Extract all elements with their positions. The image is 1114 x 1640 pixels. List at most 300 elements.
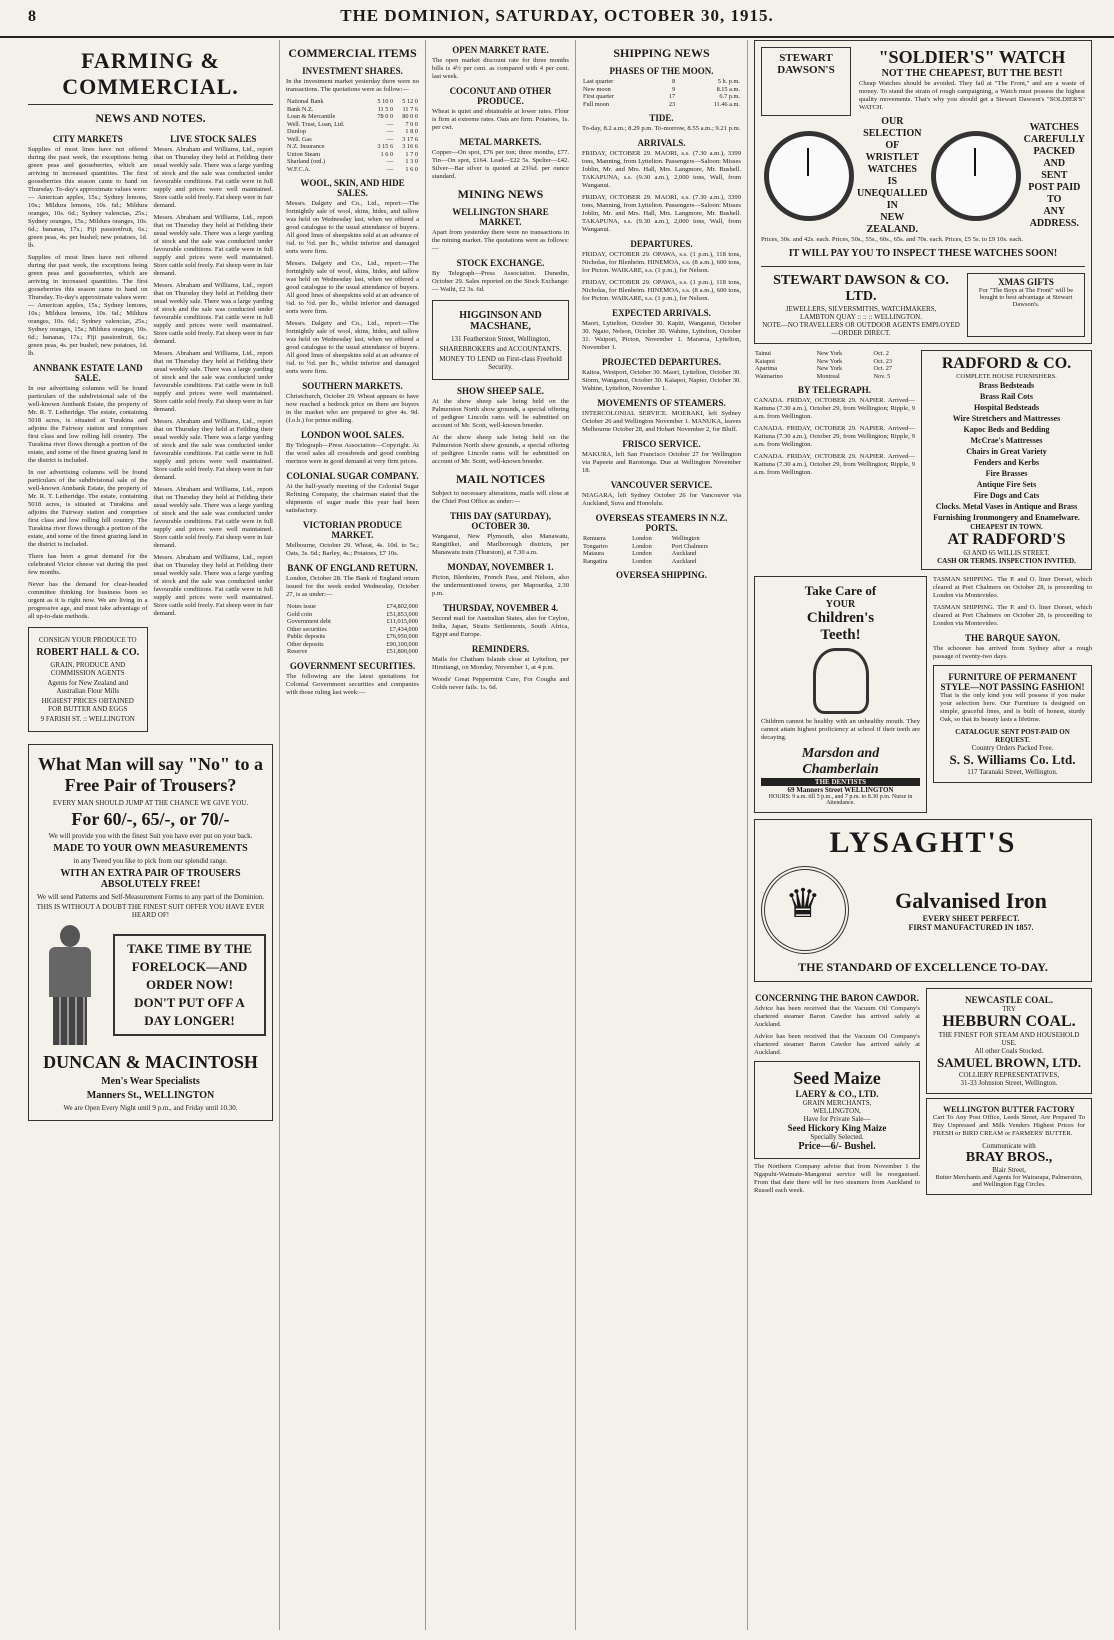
table-cell: 8 [672,78,676,85]
shipping-sub-col [754,350,915,570]
butter-footer: Butter Merchants and Agents for Wairarapa, Palmerston, and Wellington Egg Circles. [935,1174,1083,1188]
departures-text-2: FRIDAY, OCTOBER 29. OPAWA, s.s. (1 p.m.), 118 tons, Nicholas, for Blenheim. HINEMOA, s.s. (8 a.m.), 600 tons, for Picton. WAIKARE, s.s. (1 p.m.), for Nelson. [582,279,741,302]
mail-heading: MAIL NOTICES [455,472,546,486]
stock-text: By Telegraph—Press Association. Dunedin, October 29. Sales reported on the Stock Exchange:— Waihi, £2 3s. 6d. [432,270,569,293]
divider [28,104,273,105]
soldiers-watch-sub: NOT THE CHEAPEST, BUT THE BEST! [881,68,1063,79]
table-row [286,143,419,151]
furniture-col [933,576,1092,813]
soldiers-watch-headline: "SOLDIER'S" WATCH [878,47,1066,67]
table-cell: — [386,120,394,128]
table-cell: Wellington [671,535,700,542]
departures-heading: DEPARTURES. [630,239,693,249]
table-cell: Aparima [755,365,778,372]
live-stock-text: Messrs. Abraham and Williams, Ltd., report that on Thursday they held at Feilding their usual weekly sale. There was a large yarding of stock and the sale was conducted under favourable conditions. Fat cattle were in full supply and prices were well maintained. Store cattle sold freely. Fat sheep were in fair demand. [153,146,273,209]
list-item: Clocks. Metal Vases in Antique and Brass [935,502,1078,511]
table-row [286,113,419,121]
trousers-ad[interactable] [28,744,273,1121]
table-cell: — [386,128,394,135]
table-cell: 17 [668,93,676,100]
table-cell: New moon [583,85,611,93]
table-cell: 11.46 a.m. [713,100,740,108]
bank-table [286,603,419,656]
table-row [754,358,915,366]
table-cell: — [386,135,394,143]
seed-maize-firm-sub: GRAIN MERCHANTS, [802,1099,872,1107]
govt-text: The following are the latest quotations for Colonial Government securities and companies with those ruling last week:— [286,672,419,696]
teeth-h2: YOUR [825,599,856,610]
table-row [286,603,419,611]
table-cell: Well. Gas [287,135,312,143]
table-cell: £51,800,000 [386,648,418,655]
teeth-h4: Teeth! [820,627,861,643]
table-cell: Nov. 5 [873,372,891,380]
mining-text: Apart from yesterday there were no transactions in the mining market. The quotations were as follows:— [432,229,569,252]
coal-firm: SAMUEL BROWN, LTD. [937,1055,1081,1070]
table-cell: £51,853,000 [386,610,418,618]
table-cell: 23 [668,100,676,108]
colonial-heading: COLONIAL SUGAR COMPANY. [286,471,419,481]
southern-heading: SOUTHERN MARKETS. [302,381,403,391]
teeth-h1: Take Care of [804,583,877,598]
table-cell: 5 12 0 [402,98,418,105]
table-row [286,641,419,649]
teeth-text: Children cannot be healthy with an unhealthy mouth. They cannot attain highest proficiency at school if their teeth are decaying. [761,718,920,741]
wool-text-2: Messrs. Dalgety and Co., Ltd., report:—The fortnightly sale of wool, skins, hides, and tallow was held on Wednesday last, when we offered a good catalogue to the usual attendance of buyers. All good lines of sheepskins sold at an advance of ¼d. to ½d. per lb., whilst inferior and damaged sorts were firm. [286,260,419,315]
ship-sailings-table [754,350,915,380]
table-cell: New York [816,365,843,372]
table-cell: Oct. 2 [873,350,889,357]
table-cell: National Bank [287,98,324,105]
table-cell: 8.15 a.m. [716,85,740,93]
list-item: McCrae's Mattresses [970,436,1043,445]
butter-communicate: Communicate with [982,1142,1036,1150]
table-cell: — [386,165,394,173]
reminders-heading: REMINDERS. [471,644,530,654]
mail-day: THURSDAY, NOVEMBER 4. [442,603,559,613]
butter-text: Cart To Any Post Office, Leeds Street, Are Prepared To Buy Unpressed and Milk Venders Highest Prices for FRESH or BIRD CREAM or FARMERS' BUTTER. [933,1114,1085,1137]
annbank-text-2: In our advertising columns will be found particulars of the subdivisional sale of the well-known Annbank Estate, the property of Mr. R. T. Letheridge. The estate, containing 5018 acres, is situated at Turakina and adjoins the Fairway station and comprises first class and low rolling hill country. The Turakina river flows through a portion of the estate, and some of the finest grazing land in the district is included. [28,469,148,548]
table-row [286,618,419,626]
tooth-icon [813,648,869,714]
list-item: Fenders and Kerbs [973,458,1040,467]
annbank-heading: ANNBANK ESTATE LAND SALE. [32,363,143,383]
table-cell: London [632,542,652,550]
by-telegraph-heading: BY TELEGRAPH. [797,385,871,395]
table-cell: Tainui [755,350,771,357]
southern-text: Christchurch, October 29. Wheat appears to have now reached a bedrock price on there are buyers in the market who are prepared to give 4s. 9d. (f.o.b.) for prime milling. [286,393,419,424]
xmas-text: For "The Boys at The Front" will be bought to best advantage at Stewart Dawson's. [978,287,1074,308]
watch-icon [931,131,1021,221]
column-shipping [576,40,748,1630]
shipping-text-2b: TASMAN SHIPPING. The P. and O. liner Dorset, which cleared at Port Chalmers on October 28, is proceeding to London via Montevideo. [933,604,1092,627]
table-cell: W.F.C.A. [287,165,311,173]
coal-other: All other Coals Stocked. [974,1047,1044,1055]
higginson-line2: SHAREBROKERS and ACCOUNTANTS. [439,345,562,353]
table-cell: Well. Trust, Loan, Ltd. [287,120,345,128]
stamp-line: DAY LONGER! [144,1013,235,1028]
mail-day: MONDAY, NOVEMBER 1. [447,562,554,572]
overseas-table [582,535,741,565]
table-cell: 3 16 6 [402,143,418,150]
colonial-text: At the half-yearly meeting of the Colonial Sugar Refining Company, the chairman stated that the shipments of sugar made this year had been satisfactory. [286,483,419,514]
trousers-line3: in any Tweed you like to pick from our splendid range. [73,857,228,865]
column-advertisements [748,40,1098,1630]
seed-maize-ad[interactable] [754,1061,920,1159]
trousers-sub: EVERY MAN SHOULD JUMP AT THE CHANCE WE GIVE YOU. [52,799,249,807]
table-cell: Other securities [287,625,327,633]
teeth-firm3: THE DENTISTS [761,778,920,786]
table-cell: Full moon [583,100,610,108]
teeth-h3: Children's [806,610,875,626]
table-row [754,373,915,381]
radford-footer: CASH OR TERMS. INSPECTION INVITED. [937,557,1076,565]
projected-text: Kaitoa, Westport, October 30. Maori, Lyttelton, October 30. Storm, Wanganui, October 30. Kaiapoi, Napier, October 30. Wahine, Lyttelton, November 1. [582,369,741,392]
trousers-offer: WITH AN EXTRA PAIR OF TROUSERS ABSOLUTELY FREE! [60,868,241,890]
table-cell: Government debt [287,618,331,625]
table-cell: Last quarter [583,78,614,85]
gentleman-illustration [35,925,105,1045]
robert-hall-address: 9 FARISH ST. :: WELLINGTON [40,715,135,723]
vancouver-heading: VANCOUVER SERVICE. [610,480,713,490]
radford-cheapest: CHEAPEST IN TOWN. [970,523,1043,531]
list-item: Wire Stretchers and Mattresses [952,414,1061,423]
arrivals-text: FRIDAY, OCTOBER 29. MAORI, s.s. (7.30 a.m.), 3399 tons, Manning, from Lyttelton. Passengers—Saloon: Misses Joblin, Mr. and Mrs. Hall, Mrs. Langmore, Mr. Bushell. TAKAPUNA, s.s. (9.30 a.m.), 2,000 tons, Wall, from Wanganui. [582,150,741,189]
table-row [286,128,419,136]
teeth-address: 69 Manners Street WELLINGTON [787,786,894,794]
victorian-heading: VICTORIAN PRODUCE MARKET. [302,520,403,540]
column-farming [22,40,280,1630]
table-row [286,151,419,159]
mining-sub: WELLINGTON SHARE MARKET. [452,207,549,227]
stamp-line: ORDER NOW! [145,977,234,992]
table-cell: £76,950,000 [386,633,418,640]
govt-heading: GOVERNMENT SECURITIES. [289,660,416,671]
butter-address: Blair Street, [992,1166,1026,1174]
table-cell: 1 8 0 [405,128,418,135]
vancouver-text: NIAGARA, left Sydney October 26 for Vancouver via Auckland, Suva and Honolulu. [582,492,741,507]
table-row [286,166,419,174]
list-item: Antique Fire Sets [976,480,1037,489]
teeth-hours: HOURS: 9 a.m. till 5 p.m., and 7 p.m. to 8.30 p.m. Nurse in Attendance. [768,794,913,806]
table-row [754,350,915,358]
mail-day-text: Wanganui, New Plymouth, also Manawatu, Rangitikei, and Marlborough districts, per Manawatu train (Thurston), at 7.30 a.m. [432,533,569,556]
furniture-firm: S. S. Williams Co. Ltd. [949,752,1076,767]
table-row [286,648,419,656]
mail-day: THIS DAY (SATURDAY), OCTOBER 30. [449,511,552,531]
commercial-heading: COMMERCIAL ITEMS [288,46,417,60]
trousers-line4: We will send Patterns and Self-Measurement Forms to any part of the Dominion. [36,893,265,901]
radford-address: 63 AND 65 WILLIS STREET. [963,549,1050,557]
oversea-shipping-heading: OVERSEA SHIPPING. [615,570,708,580]
stewart-dawson-brand: STEWART DAWSON'S [761,47,851,116]
higginson-ad[interactable] [432,300,569,380]
table-cell: 7 0 0 [405,120,418,128]
table-row [582,558,741,566]
teeth-firm1: Marsdon and [801,746,880,761]
city-markets-text: Supplies of most lines have not offered during the past week, the exceptions being green peas and gooseberries, which are arriving in increased quantities. The first gooseberries this season came to hand on Thursday. To-day's approximate values were:— American apples, 15s.; Sydney lemons, 10s.; Mildura lemons, 10s. 6d.; Mildura oranges, 10s. 6d.; Sydney valencias, 25s.; Sydney oranges, 15s.; Mildura oranges, 10s. 6d.; bananas, 17s.; Fiji passionfruit, 6s.; green peas, 4s. per bushel; new potatoes, 1d. lb. [28,146,148,249]
coal-address: 31-33 Johnston Street, Wellington. [960,1079,1058,1087]
butter-heading: WELLINGTON BUTTER FACTORY [943,1105,1075,1114]
selection-text: OUR SELECTION OF WRISTLET WATCHES IS UNEQUALLED IN NEW ZEALAND. [857,116,928,235]
furniture-text: That is the only kind you will possess if you make your selection here. Our Furniture is designed on simple, graceful lines, and is built of honest, sturdy Oak, so that its beauty lasts a lifetime. [940,692,1085,723]
frisco-heading: FRISCO SERVICE. [622,439,701,449]
table-cell: Bank N.Z. [287,105,314,113]
trousers-headline: What Man will say "No" to a Free Pair of Trousers? [38,754,263,795]
order-now-box [113,934,266,1036]
radford-sub: COMPLETE HOUSE FURNISHERS. [956,373,1057,380]
table-cell: Dunlop [287,128,306,135]
radford-name: RADFORD & CO. [941,355,1072,372]
farming-right [154,129,274,738]
city-markets-heading: CITY MARKETS [52,134,123,144]
seed-maize-line2: Seed Hickory King Maize [787,1123,887,1133]
coal-ad[interactable] [926,988,1092,1094]
wool-heading: WOOL, SKIN, AND HIDE SALES. [300,178,405,198]
robert-hall-line3: HIGHEST PRICES OBTAINED FOR BUTTER AND EGGS [41,697,134,713]
column-commercial [280,40,426,1630]
coal-col [926,988,1092,1199]
table-cell: Kaiapoi [755,357,775,365]
table-row [582,550,741,558]
butter-ad[interactable] [926,1098,1092,1195]
table-row [286,136,419,144]
table-cell: Waimarino [755,372,783,380]
soldiers-watch-text: Cheap Watches should be avoided. They fail at "The Front," and are a waste of money. To stand the strain of rough campaigning, a Watch must possess the highest quality movements. That's why you should get a Stewart Dawson's "SOLDIER'S" WATCH. [859,80,1085,111]
radford-at: AT RADFORD'S [947,531,1066,548]
business-text: Never has the demand for clear-headed committee thinking for business been so urgent as it is right now. We are living in a progressive age, and must take advantage of all up-to-date methods. [28,581,148,620]
table-cell: 1 7 0 [405,150,418,158]
movements-heading: MOVEMENTS OF STEAMERS. [597,398,726,408]
table-row [754,365,915,373]
departures-text: FRIDAY, OCTOBER 29. OPAWA, s.s. (1 p.m.), 118 tons, Nicholas, for Blenheim. HINEMOA, s.s. (8 a.m.), 600 tons, for Picton. WAIKARE, s.s. (1 p.m.), for Nelson. [582,251,741,274]
open-market-heading: OPEN MARKET RATE. [452,45,549,55]
expected-text: Maori, Lyttelton, October 30. Kapiti, Wanganui, October 30. Ngaio, Nelson, October 30. Wahine, Lyttelton, October 31. Waipori, Picton, November 1. Mararoa, Lyttelton, November 1. [582,320,741,351]
movements-text: INTERCOLONIAL SERVICE. MOERAKI, left Sydney October 26 and Wellington November 1. MANUKA, leaves Melbourne October 28, and Hobart November 2, for Bluff. [582,410,741,433]
list-item: Fire Brasses [985,469,1028,478]
furniture-h1: FURNITURE OF PERMANENT [948,672,1077,682]
phases-heading: PHASES OF THE MOON. [609,66,714,76]
seed-maize-line3: Specially Selected. [810,1133,864,1141]
table-cell: 5 h. p.m. [717,78,740,85]
barom-text-2: Advice has been received that the Vacuum Oil Company's chartered steamer Baron Cawdor has arrived safely at Auckland. [754,1033,920,1056]
tide-text: To-day, 8.2 a.m.; 8.29 p.m. To-morrow, 8.55 a.m.; 9.21 p.m. [582,125,741,132]
lysaght-line1: EVERY SHEET PERFECT. [922,914,1020,923]
table-cell: London [632,550,652,557]
arrivals-text-2: FRIDAY, OCTOBER 29. MAORI, s.s. (7.30 a.m.), 3399 tons, Manning, from Lyttelton. Passengers—Saloon: Misses Joblin, Mr. and Mrs. Hall, Mrs. Langmore, Mr. Bushell. TAKAPUNA, s.s. (9.30 a.m.), 2,000 tons, Wall, from Wanganui. [582,194,741,233]
furniture-catalogue: CATALOGUE SENT POST-PAID ON REQUEST. [955,728,1070,744]
trousers-line5: THIS IS WITHOUT A DOUBT THE FINEST SUIT OFFER YOU HAVE EVER HEARD OF! [36,903,265,919]
crown-trademark-icon [761,866,849,954]
lysaght-sub: Galvanised Iron [895,888,1047,913]
table-row [286,633,419,641]
mining-heading: MINING NEWS [457,187,544,201]
seed-maize-city: WELLINGTON, [813,1107,861,1115]
live-stock-text-2: Messrs. Abraham and Williams, Ltd., report that on Thursday they held at Feilding their usual weekly sale. There was a large yarding of stock and the sale was conducted under favourable conditions. Fat cattle were in full supply and prices were well maintained. Store cattle sold freely. Fat sheep were in fair demand. [153,214,273,277]
tide-heading: TIDE. [649,113,674,123]
table-cell: Sharland (ord.) [287,158,326,165]
peppermint-footer: Woods' Great Peppermint Cure, For Coughs and Colds never fails. 1s. 6d. [432,676,569,691]
table-cell: New York [816,350,843,357]
table-cell: £7,434,000 [389,625,418,633]
radford-items [926,380,1087,523]
live-stock-text-4: Messrs. Abraham and Williams, Ltd., report that on Thursday they held at Feilding their usual weekly sale. There was a large yarding of stock and the sale was conducted under favourable conditions. Fat cattle were in full supply and prices were well maintained. Store cattle sold freely. Fat sheep were in fair demand. [153,350,273,413]
list-item: Brass Rail Cots [980,392,1033,401]
mail-day-text: Second mail for Australian States, also for Ceylon, India, Japan, Straits Settlements, South Africa, Egypt and Europe. [432,615,569,638]
overseas-heading: OVERSEAS STEAMERS IN N.Z. PORTS. [595,513,728,533]
table-cell: Public deposits [287,633,326,640]
table-cell: — [386,158,394,165]
wool-text-3: Messrs. Dalgety and Co., Ltd., report:—The fortnightly sale of wool, skins, hides, and tallow was held on Wednesday last, when we offered a good catalogue to the usual attendance of buyers. All good lines of sheepskins sold at an advance of ¼d. to ½d. per lb., whilst inferior and damaged sorts were firm. [286,320,419,375]
table-cell: Tongariro [583,542,608,550]
table-cell: 5 10 0 [377,98,394,105]
annbank-text: In our advertising columns will be found particulars of the subdivisional sale of the well-known Annbank Estate, the property of Mr. R. T. Letheridge. The estate, containing 5018 acres, is situated at Turakina and adjoins the Fairway station and comprises first class and low rolling hill country. The Turakina river flows through a portion of the estate, and some of the finest grazing land in the district is included. [28,385,148,464]
london-heading: LONDON WOOL SALES. [300,430,405,440]
coal-heading: NEWCASTLE COAL. [964,995,1054,1005]
farming-two-col [28,129,273,738]
table-row [582,78,741,86]
stamp-line: TAKE TIME BY THE [127,941,252,956]
table-cell: 3 17 6 [402,135,418,143]
coal-firm-sub: COLLIERY REPRESENTATIVES, [958,1071,1060,1079]
table-row [286,611,419,619]
table-cell: 80 0 0 [402,113,418,120]
live-stock-heading: LIVE STOCK SALES [170,134,257,144]
by-telegraph-text: CANADA. FRIDAY, OCTOBER 29. NAPIER. Arrived—Kaituna (7.30 a.m.), October 29, from Wellington; Ripple, 9 a.m. from Wellington. [754,397,915,420]
page-number: 8 [28,8,36,25]
projected-heading: PROJECTED DEPARTURES. [601,357,722,367]
bank-heading: BANK OF ENGLAND RETURN. [287,563,418,573]
trousers-address: Manners St., WELLINGTON [86,1090,215,1101]
seed-maize-price: Price—6/- Bushel. [798,1141,876,1152]
trousers-line1: We will provide you with the finest Suit you have ever put on your back. [48,832,253,840]
barque-text: The schooner has arrived from Sydney after a rough passage of twenty-two days. [933,645,1092,660]
shares-table [286,98,419,173]
baron-col [754,988,920,1199]
furniture-h2: STYLE—NOT PASSING FASHION! [940,682,1085,692]
frisco-text: MAKURA, left San Francisco October 27 for Wellington via Papeete and Rarotonga. Due at Wellington November 18. [582,451,741,474]
table-row [582,86,741,94]
table-cell: Montreal [816,372,840,380]
table-cell: Gold coin [287,610,313,618]
post-paid-text: WATCHES CAREFULLY PACKED AND SENT POST PAID TO ANY ADDRESS. [1023,122,1085,229]
list-item: Hospital Bedsteads [973,403,1040,412]
furniture-country: Country Orders Packed Free. [971,744,1054,752]
higginson-line1: 131 Featherston Street, Wellington, [450,335,551,343]
stewart-dawson-firm-sub: JEWELLERS, SILVERSMITHS, WATCHMAKERS, [785,305,937,313]
teeth-ad[interactable] [754,576,927,813]
table-cell: 1 3 0 [405,158,418,165]
robert-hall-ad[interactable] [28,627,148,732]
show-sale-text-2: At the show sheep sale being held on the Palmerston North show grounds, a special offering of pedigree Lincoln rams will be submitted on account of Mr. Scott, well-known breeder. [432,434,569,465]
table-row [582,535,741,543]
list-item: Brass Bedsteads [978,381,1035,390]
list-item: Furnishing Ironmongery and Enamelware. [933,513,1080,522]
open-market-text: The open market discount rate for three months bills is 4½ per cent. as compared with 4 per cent. last week. [432,57,569,80]
moon-table [582,78,741,108]
table-row [582,93,741,101]
stewart-dawson-note: NOTE—NO TRAVELLERS OR OUTDOOR AGENTS EMPLOYED—ORDER DIRECT. [762,321,960,337]
arrivals-heading: ARRIVALS. [637,138,686,148]
london-text: By Telegraph—Press Association—Copyright. At the wool sales all crossbreds and good combing merinos were in good demand at very firm prices. [286,442,419,465]
table-cell: 9 [672,85,676,93]
shipping-heading: SHIPPING NEWS [613,46,710,60]
table-cell: Oct. 27 [873,365,893,372]
coconut-heading: COCONUT AND OTHER PRODUCE. [449,86,552,106]
city-markets-text-2: Supplies of most lines have not offered during the past week, the exceptions being green peas and gooseberries, which are arriving in increased quantities. The first gooseberries this season came to hand on Thursday. To-day's approximate values were:— American apples, 15s.; Sydney lemons, 10s.; Mildura lemons, 10s. 6d.; Mildura oranges, 10s. 6d.; Sydney valencias, 25s.; Sydney oranges, 15s.; Mildura oranges, 10s. 6d.; bananas, 17s.; Fiji passionfruit, 6s.; green peas, 4s. per bushel; new potatoes, 1d. lb. [28,254,148,357]
xmas-heading: XMAS GIFTS [998,277,1054,287]
stamp-line: FORELOCK—AND [131,959,248,974]
victorian-text: Melbourne, October 29. Wheat, 4s. 10d. to 5s.; Oats, 3s. 6d.; Barley, 4s.; Potatoes, £7 10s. [286,542,419,557]
table-cell: Notes issue [287,603,316,610]
lysaght-line2: FIRST MANUFACTURED IN 1857. [908,923,1034,932]
stewart-dawson-ad[interactable] [754,40,1092,344]
radford-ad[interactable] [921,350,1092,570]
table-cell: 3 15 6 [377,143,394,150]
teeth-firm2: Chamberlain [802,762,879,777]
news-heading: NEWS AND NOTES. [95,111,206,125]
higginson-name: HIGGINSON AND MACSHANE, [459,310,542,332]
stewart-dawson-firm: STEWART DAWSON & CO. LTD. [773,273,949,304]
list-item: Kapoc Beds and Bedding [963,425,1050,434]
metal-text: Copper—On spot, £76 per ton; three months, £77. Tin—On spot, £164. Lead—£22 5s. Spelter—£42. Silver—Bar silver is quoted at 23¾d. per ounce standard. [432,149,569,180]
seed-maize-firm: LAERY & CO., LTD. [795,1089,879,1099]
masthead [0,0,1114,38]
show-sale-text: At the show sheep sale being held on the Palmerston North show grounds, a special offering of pedigree Lincoln rams will be submitted on account of Mr. Scott, well-known breeder. [432,398,569,429]
barque-heading: THE BARQUE SAYON. [965,633,1060,643]
live-stock-text-5: Messrs. Abraham and Williams, Ltd., report that on Thursday they held at Feilding their usual weekly sale. There was a large yarding of stock and the sale was conducted under favourable conditions. Fat cattle were in full supply and prices were well maintained. Store cattle sold freely. Fat sheep were in fair demand. [153,418,273,481]
trousers-hours: We are Open Every Night until 9 p.m., and Friday until 10.30. [63,1104,238,1112]
section-title: FARMING & COMMERCIAL. [62,48,239,99]
table-cell: Auckland [671,550,697,557]
table-row [286,121,419,129]
table-cell: New York [816,357,843,365]
table-cell: Union Steam [287,150,321,158]
table-cell: 11 7 6 [402,105,418,113]
list-item: Chairs in Great Variety [966,447,1047,456]
coal-try: TRY [1002,1005,1016,1013]
barom-text: Advice has been received that the Vacuum Oil Company's chartered steamer Baron Cawdor has arrived safely at Auckland. [754,1005,920,1028]
robert-hall-top: CONSIGN YOUR PRODUCE TO [38,636,137,644]
table-cell: N.Z. Insurance [287,143,325,150]
watch-prices: Prices, 30s. and 42s. each. Prices, 50s., 55s., 60s., 65s. and 70s. each. Prices, £5 5s. to £9 10s. each. [761,236,1024,243]
watch-invite: IT WILL PAY YOU TO INSPECT THESE WATCHES SOON! [788,248,1058,259]
furniture-ad[interactable] [933,665,1092,783]
mail-text: Subject to necessary alterations, mails will close at the Chief Post Office as under:— [432,490,569,505]
lysaght-ad[interactable] [754,819,1092,982]
wristlet-watch-icon [764,131,854,221]
table-cell: Oct. 23 [873,357,893,365]
table-row [286,98,419,106]
farming-left [28,129,148,738]
news-bottom: The Northern Company advise that from November 1 the Ngapuhi-Waimate-Mangonui service will be reorganised. From that date there will be two steamers from Auckland to Russell each week. [754,1163,920,1194]
table-row [582,543,741,551]
live-stock-text-6: Messrs. Abraham and Williams, Ltd., report that on Thursday they held at Feilding their usual weekly sale. There was a large yarding of stock and the sale was conducted under favourable conditions. Fat cattle were in full supply and prices were well maintained. Store cattle sold freely. Fat sheep were in fair demand. [153,486,273,549]
stamp-line: DON'T PUT OFF A [134,995,245,1010]
table-cell: Loan & Mercantile [287,113,336,120]
by-telegraph-text-2: CANADA. FRIDAY, OCTOBER 29. NAPIER. Arrived—Kaituna (7.30 a.m.), October 29, from Wellington; Ripple, 9 a.m. from Wellington. [754,425,915,448]
table-cell: Auckland [671,557,697,565]
coal-name: HEBBURN COAL. [942,1013,1076,1030]
table-row [286,158,419,166]
table-cell: 78 0 0 [377,113,394,120]
robert-hall-line2: Agents for New Zealand and Australian Flour Mills [47,679,129,695]
trousers-line2: MADE TO YOUR OWN MEASUREMENTS [53,843,248,854]
robert-hall-name: ROBERT HALL & CO. [36,647,140,658]
seed-maize-name: Seed Maize [793,1068,881,1088]
table-cell: London [632,535,652,542]
table-cell: Rangatira [583,557,608,565]
